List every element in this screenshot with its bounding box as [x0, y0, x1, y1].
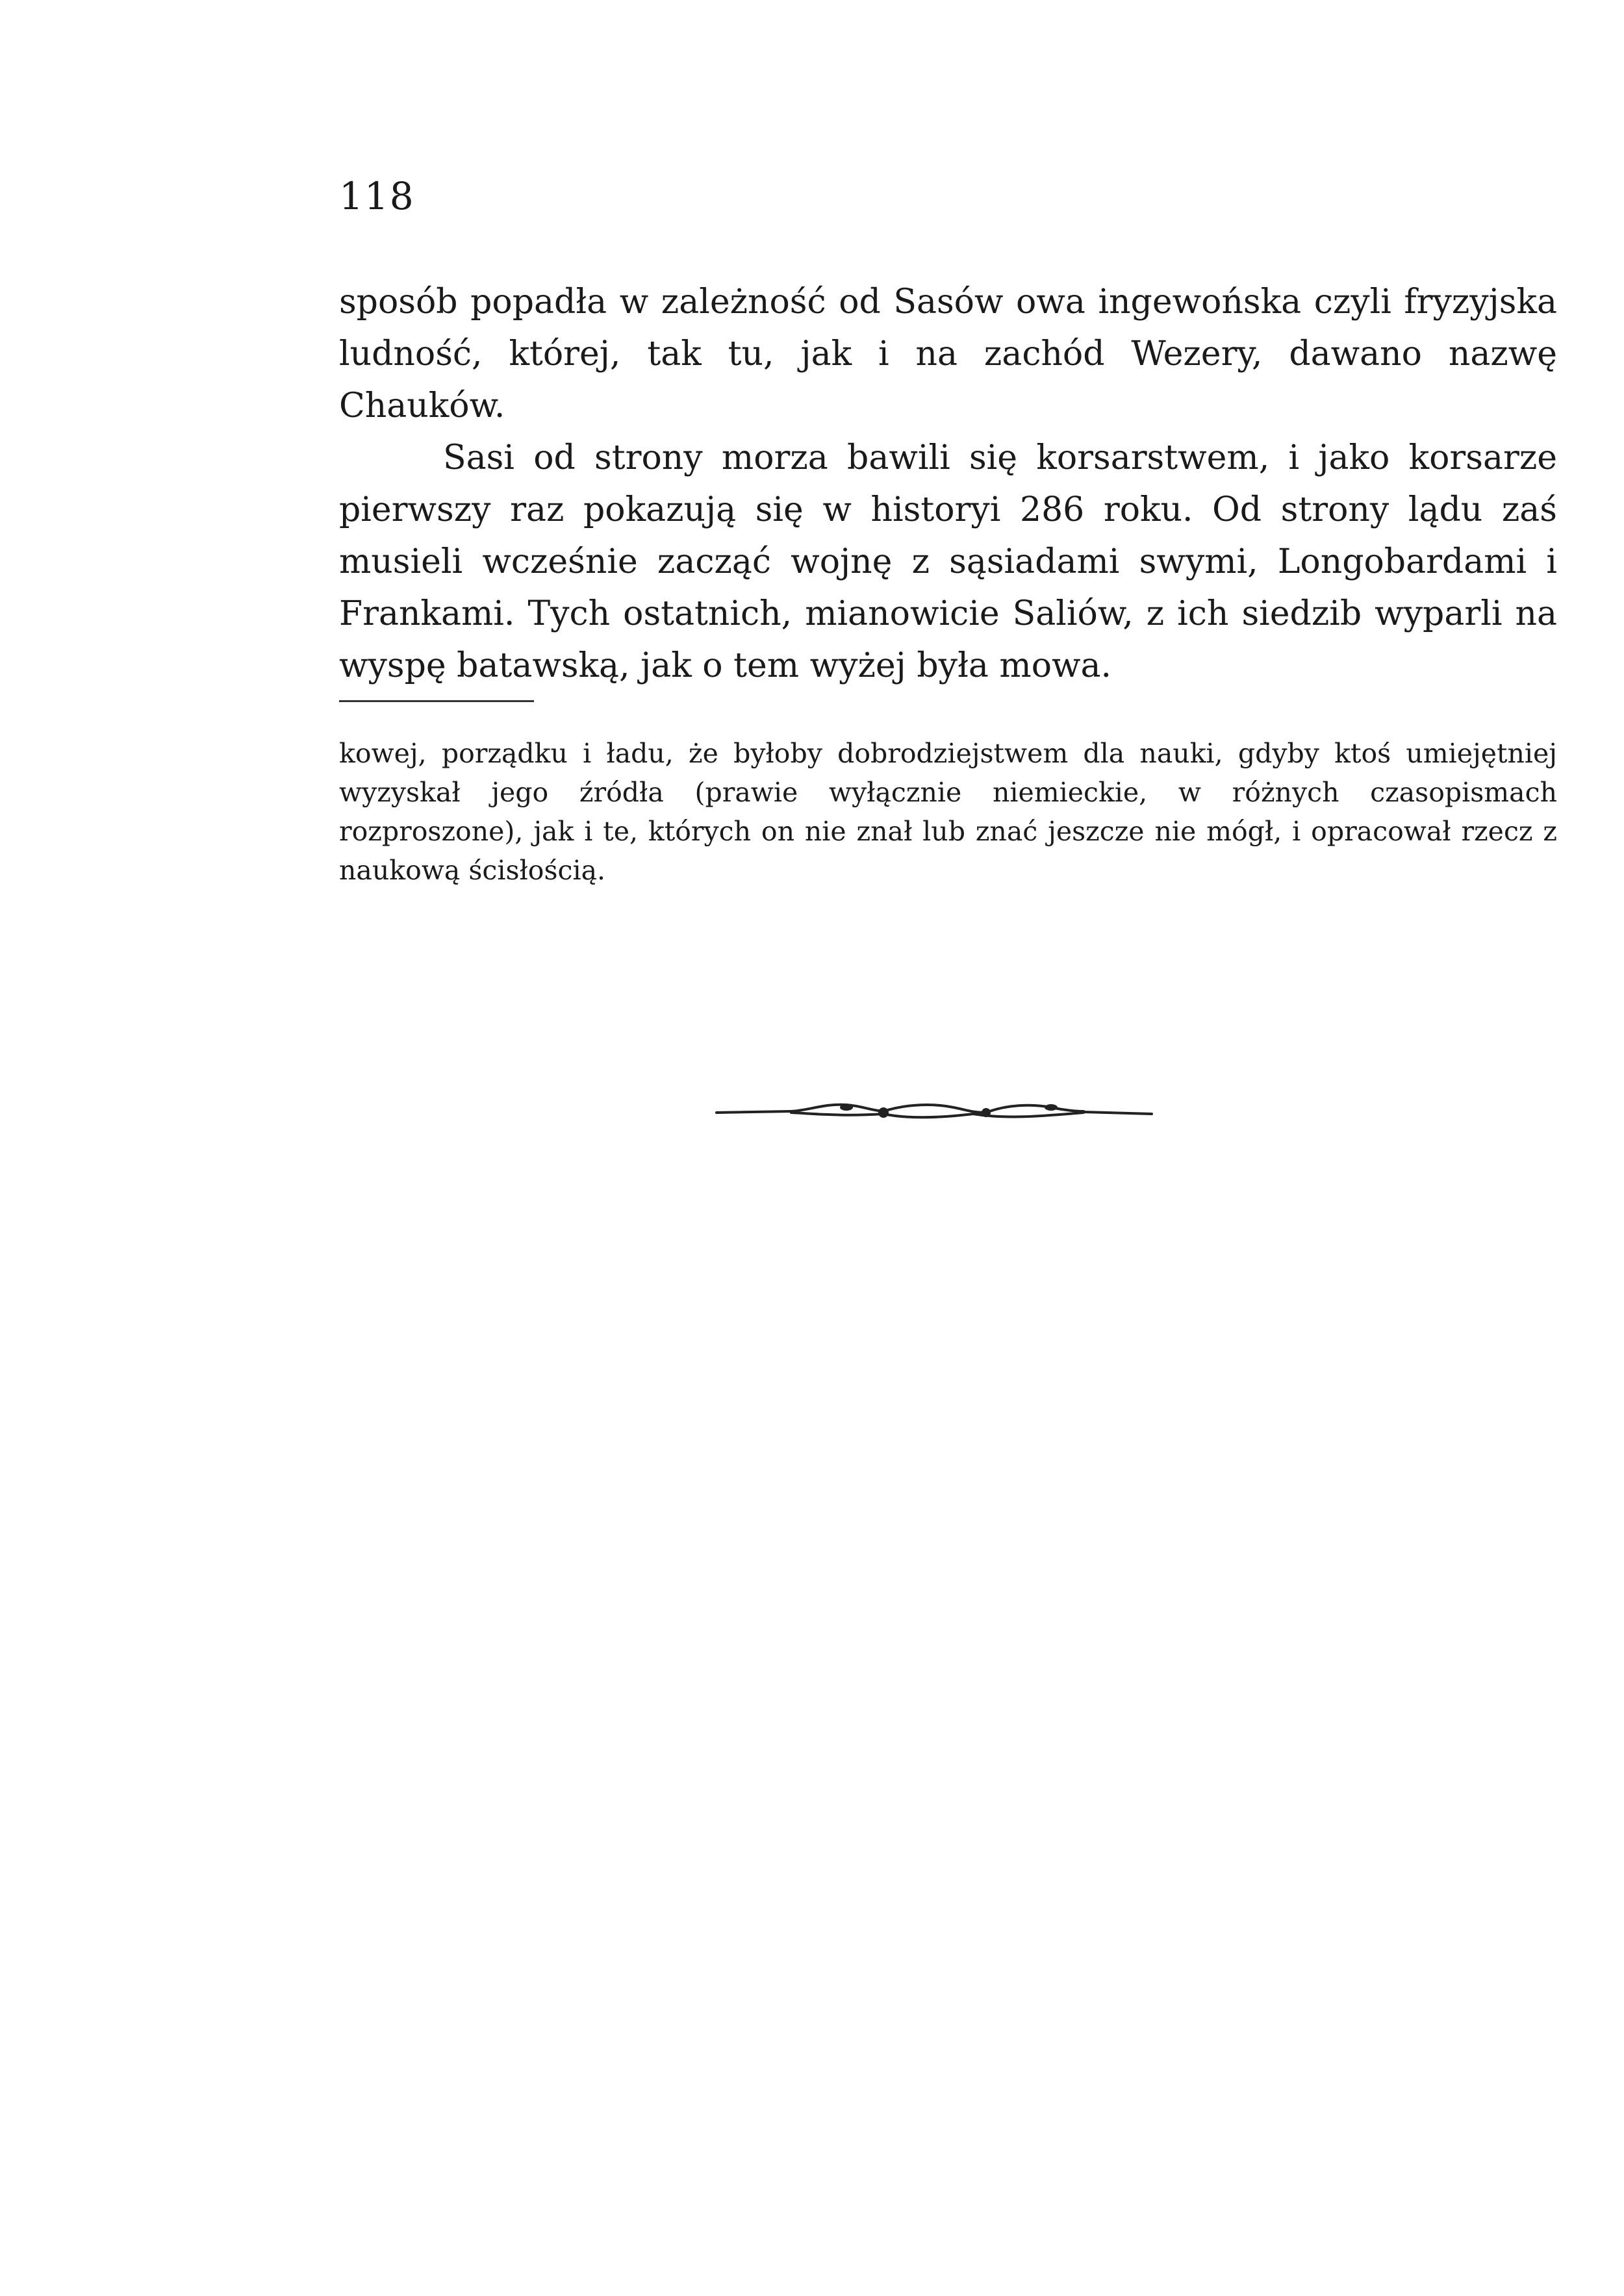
paragraph: sposób popadła w zależność od Sasów owa ingewońska czyli fryzyjska ludność, której, tak tu, jak i na zachód Wezery, dawano nazwę Chauków.	[339, 283, 1557, 425]
footnote-separator	[339, 700, 534, 702]
paragraph: Sasi od strony morza bawili się korsarstwem, i jako korsarze pierwszy raz pokazują się w historyi 286 roku. Od strony lądu zaś musieli wcześnie zacząć wojnę z sąsiadami swymi, Longobardami i Frankami. Tych ostatnich, mianowicie Saliów, z ich siedzib wyparli na wyspę batawską, jak o tem wyżej była mowa.	[339, 438, 1557, 685]
footnote-text: kowej, porządku i ładu, że byłoby dobrodziejstwem dla nauki, gdyby ktoś umiejętniej wyzyskał jego źródła (prawie wyłącznie niemieckie, w różnych czasopismach rozproszone), jak i te, których on nie znał lub znać jeszcze nie mógł, i opracował rzecz z naukową ścisłością.	[339, 738, 1557, 886]
page-number: 118	[339, 174, 415, 218]
footnote	[339, 734, 1557, 890]
body-text	[339, 276, 1557, 692]
decorative-flourish-icon	[713, 1088, 1155, 1127]
